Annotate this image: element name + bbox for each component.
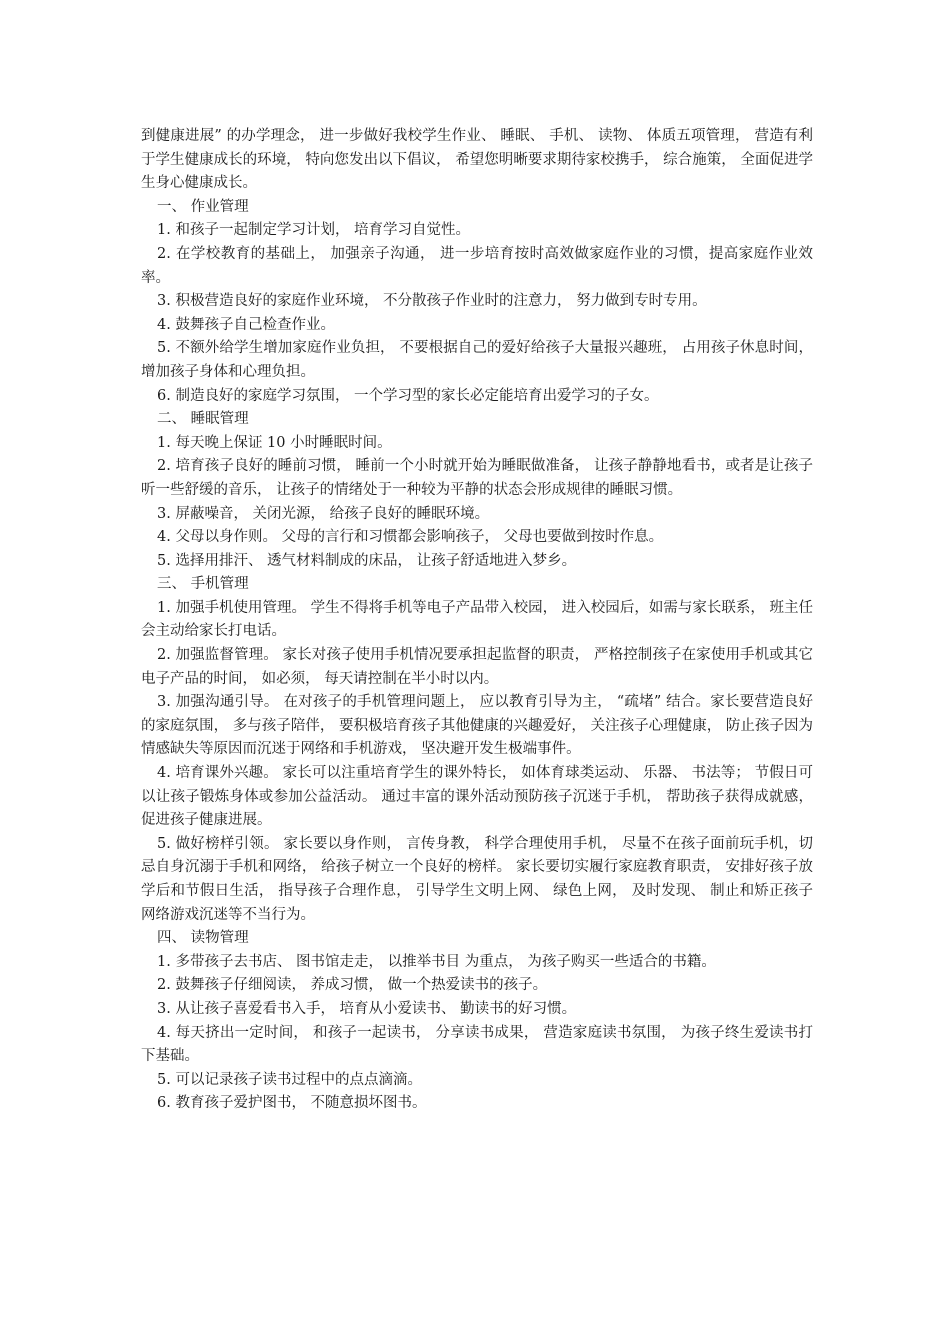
- document-body: [141, 125, 813, 1116]
- list-item: 3. 从让孩子喜爱看书入手， 培育从小爱读书、 勤读书的好习惯。: [157, 1000, 577, 1017]
- intro-paragraph: 到健康进展” 的办学理念， 进一步做好我校学生作业、 睡眠、 手机、 读物、 体质五项管理， 营造有利于学生健康成长的环境， 特向您发出以下倡议， 希望您明晰要求期待家校携手， 综合施策， 全面促进学生身心健康成长。: [141, 128, 813, 192]
- section-heading-sleep: 二、 睡眠管理: [157, 411, 249, 428]
- section-heading-homework: 一、 作业管理: [157, 198, 249, 215]
- list-item: 5. 不额外给学生增加家庭作业负担， 不要根据自己的爱好给孩子大量报兴趣班， 占用孩子休息时间， 增加孩子身体和心理负担。: [141, 340, 813, 380]
- section-homework: [141, 196, 813, 408]
- list-item: 4. 培育课外兴趣。 家长可以注重培育学生的课外特长， 如体育球类运动、 乐器、 书法等； 节假日可以让孩子锻炼身体或参加公益活动。 通过丰富的课外活动预防孩子沉迷于手机， 帮助孩子获得成就感， 促进孩子健康进展。: [141, 765, 813, 829]
- section-reading: [141, 927, 813, 1116]
- list-item: 1. 和孩子一起制定学习计划， 培育学习自觉性。: [157, 222, 471, 239]
- list-item: 1. 加强手机使用管理。 学生不得将手机等电子产品带入校园， 进入校园后，如需与家长联系， 班主任会主动给家长打电话。: [141, 599, 813, 640]
- list-item: 2. 鼓舞孩子仔细阅读， 养成习惯， 做一个热爱读书的孩子。: [157, 977, 548, 994]
- list-item: 3. 屏蔽噪音， 关闭光源， 给孩子良好的睡眠环境。: [157, 505, 490, 522]
- section-phone: [141, 573, 813, 927]
- list-item: 2. 培育孩子良好的睡前习惯， 睡前一个小时就开始为睡眠做准备， 让孩子静静地看书，或者是让孩子听一些舒缓的音乐， 让孩子的情绪处于一种较为平静的状态会形成规律的睡眠习惯。: [141, 458, 813, 498]
- list-item: 5. 做好榜样引领。 家长要以身作则， 言传身教， 科学合理使用手机， 尽量不在孩子面前玩手机，切忌自身沉溺于手机和网络， 给孩子树立一个良好的榜样。 家长要切实履行家庭教育职责， 安排好孩子放学后和节假日生活， 指导孩子合理作息， 引导学生文明上网、 绿色上网， 及时发现、 制止和矫正孩子网络游戏沉迷等不当行为。: [141, 835, 813, 923]
- list-item: 5. 可以记录孩子读书过程中的点点滴滴。: [157, 1071, 422, 1088]
- list-item: 3. 加强沟通引导。 在对孩子的手机管理问题上， 应以教育引导为主， “疏堵” 结合。家长要营造良好的家庭氛围， 多与孩子陪伴， 要积极培育孩子其他健康的兴趣爱好， 关注孩子心理健康， 防止孩子因为情感缺失等原因而沉迷于网络和手机游戏， 坚决避开发生极端事件。: [141, 694, 813, 758]
- list-item: 5. 选择用排汗、 透气材料制成的床品， 让孩子舒适地进入梦乡。: [157, 552, 577, 569]
- list-item: 2. 加强监督管理。 家长对孩子使用手机情况要承担起监督的职责， 严格控制孩子在家使用手机或其它电子产品的时间， 如必须， 每天请控制在半小时以内。: [141, 647, 813, 687]
- section-heading-reading: 四、 读物管理: [157, 930, 249, 947]
- section-heading-phone: 三、 手机管理: [157, 576, 249, 593]
- section-sleep: [141, 408, 813, 573]
- list-item: 2. 在学校教育的基础上， 加强亲子沟通， 进一步培育按时高效做家庭作业的习惯，提高家庭作业效率。: [141, 245, 813, 286]
- list-item: 1. 每天晚上保证 10 小时睡眠时间。: [157, 434, 392, 451]
- list-item: 6. 教育孩子爱护图书， 不随意损坏图书。: [157, 1095, 427, 1112]
- list-item: 4. 父母以身作则。 父母的言行和习惯都会影响孩子， 父母也要做到按时作息。: [157, 529, 664, 546]
- list-item: 4. 每天挤出一定时间， 和孩子一起读书， 分享读书成果， 营造家庭读书氛围， 为孩子终生爱读书打下基础。: [141, 1024, 813, 1065]
- list-item: 6. 制造良好的家庭学习氛围， 一个学习型的家长必定能培育出爱学习的子女。: [157, 387, 659, 404]
- list-item: 3. 积极营造良好的家庭作业环境， 不分散孩子作业时的注意力， 努力做到专时专用。: [157, 293, 707, 310]
- list-item: 4. 鼓舞孩子自己检查作业。: [157, 316, 335, 333]
- list-item: 1. 多带孩子去书店、 图书馆走走， 以推举书目 为重点， 为孩子购买一些适合的书籍。: [157, 953, 716, 970]
